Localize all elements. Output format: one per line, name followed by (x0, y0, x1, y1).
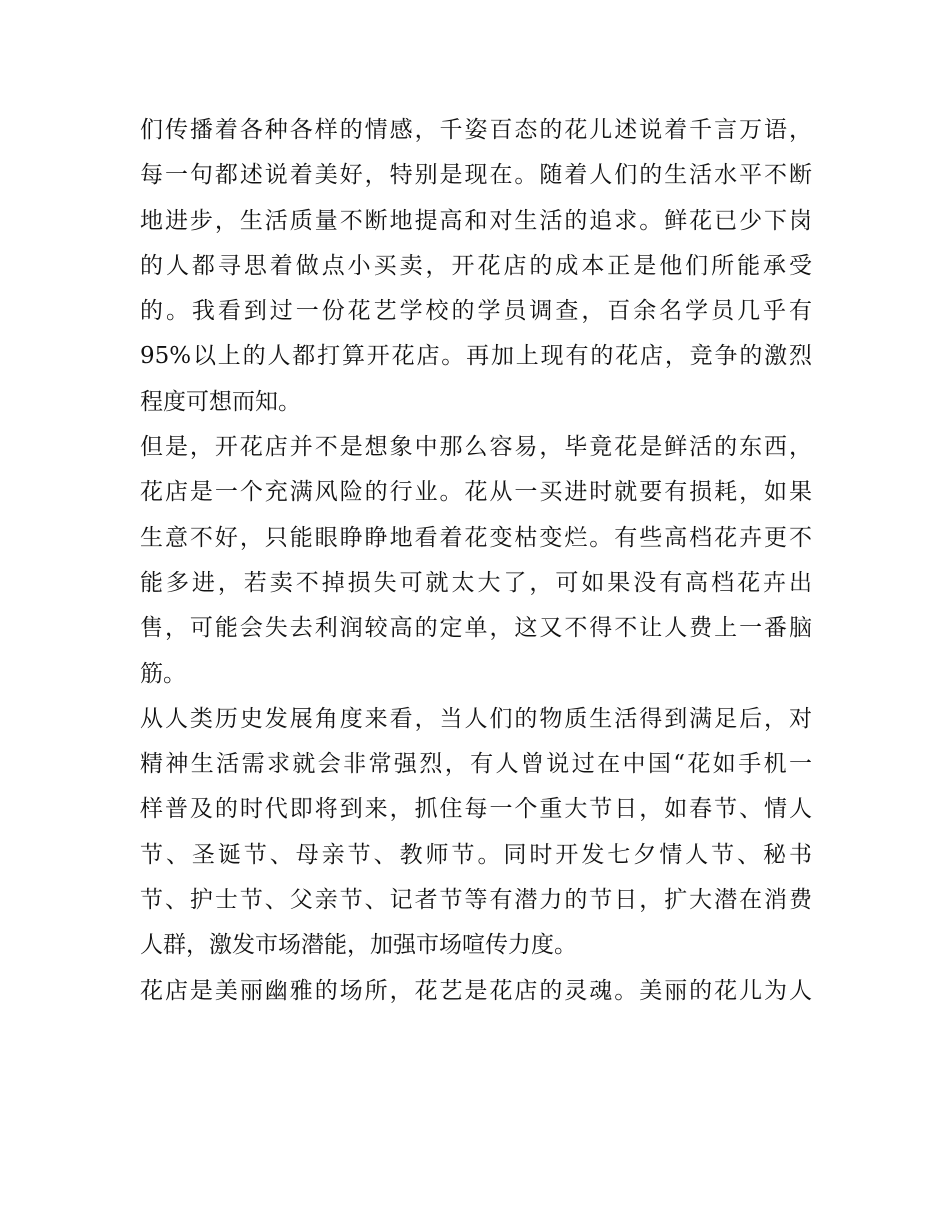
text-line: 的。我看到过一份花艺学校的学员调查，百余名学员几乎有 (140, 298, 812, 325)
text-line: 从人类历史发展角度来看，当人们的物质生活得到满足后，对 (140, 705, 812, 732)
text-line: 节、圣诞节、母亲节、教师节。同时开发七夕情人节、秘书 (140, 841, 812, 868)
text-line: 花店是一个充满风险的行业。花从一买进时就要有损耗，如果 (140, 479, 812, 506)
text-line: 筋。 (140, 660, 186, 687)
text-line: 人群，激发市场潜能，加强市场喧传力度。 (140, 932, 577, 959)
text-line: 能多进，若卖不掉损失可就太大了，可如果没有高档花卉出 (140, 569, 812, 596)
text-line: 地进步，生活质量不断地提高和对生活的追求。鲜花已少下岗 (140, 207, 812, 234)
text-line: 花店是美丽幽雅的场所，花艺是花店的灵魂。美丽的花儿为人 (140, 977, 812, 1004)
text-line: 生意不好，只能眼睁睁地看着花变枯变烂。有些高档花卉更不 (140, 524, 812, 551)
text-line: 售，可能会失去利润较高的定单，这又不得不让人费上一番脑 (140, 615, 812, 642)
text-line: 95%以上的人都打算开花店。再加上现有的花店，竞争的激烈 (140, 343, 812, 370)
text-line: 程度可想而知。 (140, 388, 301, 415)
text-line: 精神生活需求就会非常强烈，有人曾说过在中国“花如手机一 (140, 751, 812, 778)
text-line: 每一句都述说着美好，特别是现在。随着人们的生活水平不断 (140, 162, 812, 189)
text-line: 的人都寻思着做点小买卖，开花店的成本正是他们所能承受 (140, 252, 812, 279)
document-body-text (140, 108, 812, 1014)
text-line: 们传播着各种各样的情感，千姿百态的花儿述说着千言万语， (140, 117, 812, 143)
text-line: 样普及的时代即将到来，抓住每一个重大节日，如春节、情人 (140, 796, 812, 823)
text-line: 节、护士节、父亲节、记者节等有潜力的节日，扩大潜在消费 (140, 887, 812, 914)
text-line: 但是，开花店并不是想象中那么容易，毕竟花是鲜活的东西， (140, 434, 812, 461)
